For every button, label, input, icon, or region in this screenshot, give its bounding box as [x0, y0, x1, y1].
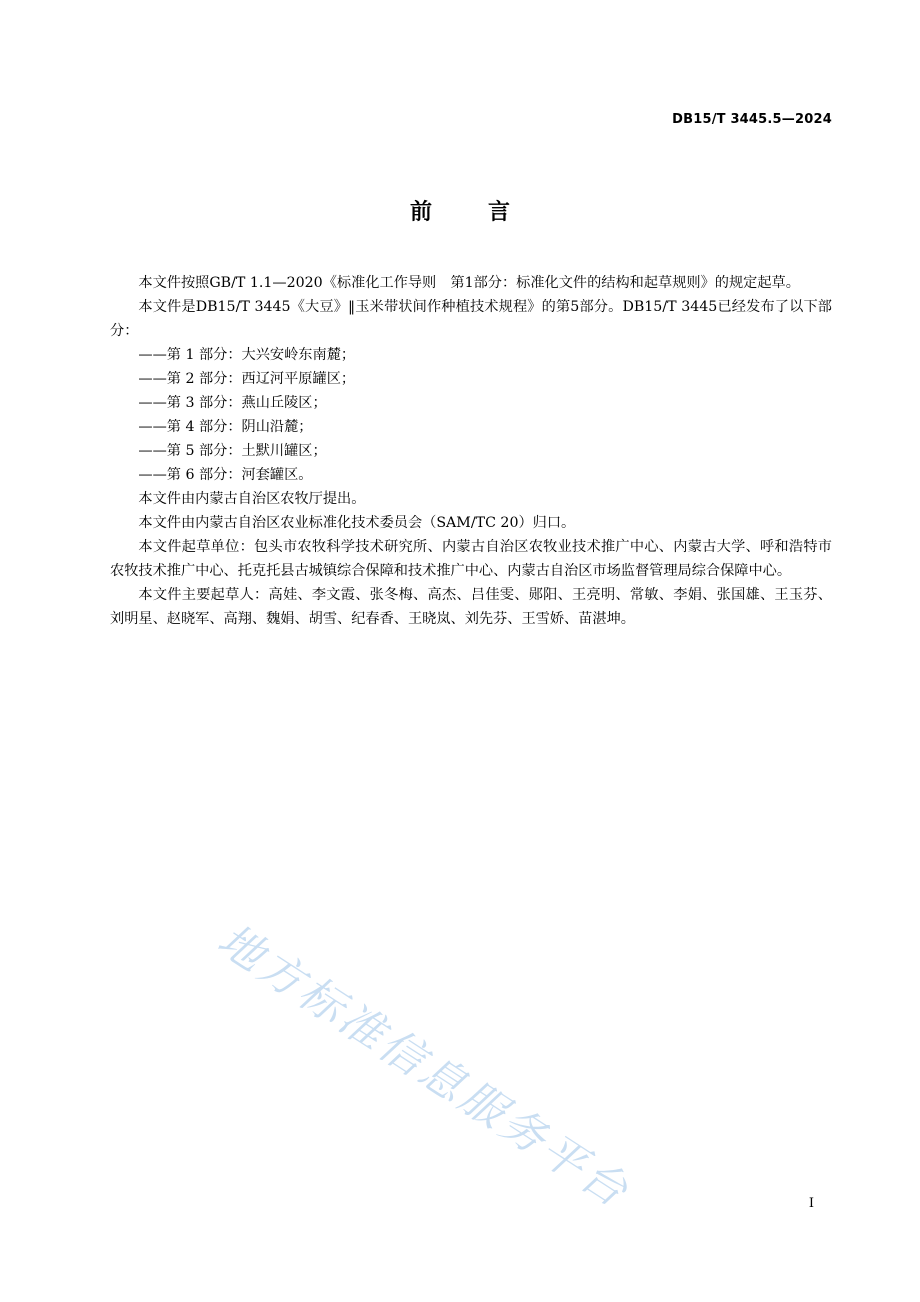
page-title [0, 195, 920, 226]
paragraph-drafters: 本文件主要起草人：高娃、李文霞、张冬梅、高杰、吕佳雯、郧阳、王亮明、常敏、李娟、张国雄、王玉芬、刘明星、赵晓军、高翔、魏娟、胡雪、纪春香、王晓岚、刘先芬、王雪娇、苗湛坤。 [110, 587, 832, 627]
watermark: 地方标准信息服务平台 [208, 914, 639, 1219]
foreword-body [110, 271, 832, 631]
list-item: ——第 1 部分：大兴安岭东南麓； [138, 347, 356, 363]
list-item: ——第 6 部分：河套罐区。 [138, 467, 313, 483]
paragraph-drafting-rules: 本文件按照GB/T 1.1—2020《标准化工作导则 第1部分：标准化文件的结构和起草规则》的规定起草。 [138, 275, 800, 291]
list-item: ——第 3 部分：燕山丘陵区； [138, 395, 327, 411]
page-number: I [808, 1196, 814, 1211]
paragraph-proposer: 本文件由内蒙古自治区农牧厅提出。 [138, 491, 366, 507]
paragraph-committee: 本文件由内蒙古自治区农业标准化技术委员会（SAM/TC 20）归口。 [138, 515, 576, 531]
title-char-2: 言 [488, 200, 511, 225]
paragraph-series-info: 本文件是DB15/T 3445《大豆》‖玉米带状间作种植技术规程》的第5部分。DB15/T 3445已经发布了以下部分： [110, 299, 832, 339]
list-item: ——第 4 部分：阴山沿麓； [138, 419, 313, 435]
paragraph-drafting-units: 本文件起草单位：包头市农牧科学技术研究所、内蒙古自治区农牧业技术推广中心、内蒙古大学、呼和浩特市农牧技术推广中心、托克托县古城镇综合保障和技术推广中心、内蒙古自治区市场监督管理局综合保障中心。 [110, 539, 832, 579]
title-char-1: 前 [409, 200, 432, 225]
list-item: ——第 2 部分：西辽河平原罐区； [138, 371, 356, 387]
standard-number: DB15/T 3445.5—2024 [672, 112, 832, 127]
list-item: ——第 5 部分：土默川罐区； [138, 443, 327, 459]
